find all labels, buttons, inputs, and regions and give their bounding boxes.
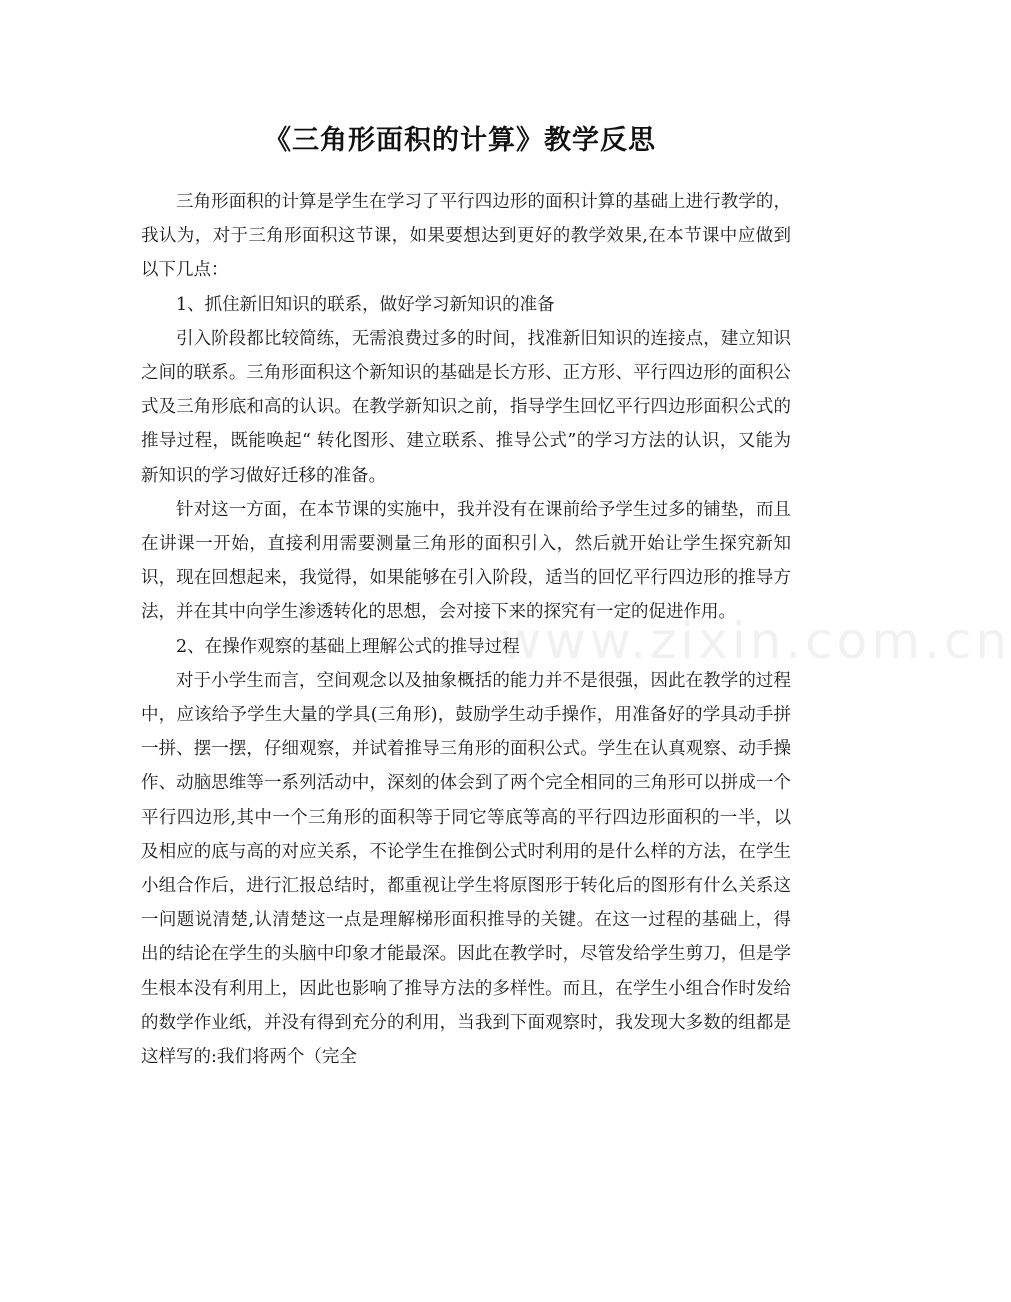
watermark: www.zixin.com.cn (500, 612, 1011, 670)
paragraph-1b: 针对这一方面，在本节课的实施中，我并没有在课前给予学生过多的铺垫，而且在讲课一开始，直接利用需要测量三角形的面积引入，然后就开始让学生探究新知识，现在回想起来，我觉得，如果能够在引入阶段，适当的回忆平行四边形的推导方法，并在其中向学生渗透转化的思想，会对接下来的探究有一定的促进作用。 (141, 499, 791, 623)
section-heading-2: 2、在操作观察的基础上理解公式的推导过程 (176, 636, 520, 657)
paragraph-1a: 引入阶段都比较简练，无需浪费过多的时间，找准新旧知识的连接点，建立知识之间的联系。三角形面积这个新知识的基础是长方形、正方形、平行四边形的面积公式及三角形底和高的认识。在教学新知识之前，指导学生回忆平行四边形面积公式的推导过程，既能唤起“ 转化图形、建立联系、推导公式”的学习方法的认识，又能为新知识的学习做好迁移的准备。 (141, 328, 791, 486)
document-title: 《三角形面积的计算》教学反思 (264, 125, 656, 156)
paragraph-intro: 三角形面积的计算是学生在学习了平行四边形的面积计算的基础上进行教学的，我认为，对于三角形面积这节课，如果要想达到更好的教学效果,在本节课中应做到以下几点： (141, 192, 791, 281)
document-body (141, 185, 791, 1074)
section-heading-1: 1、抓住新旧知识的联系，做好学习新知识的准备 (176, 294, 555, 315)
paragraph-2a: 对于小学生而言，空间观念以及抽象概括的能力并不是很强，因此在教学的过程中，应该给予学生大量的学具(三角形)，鼓励学生动手操作，用准备好的学具动手拼一拼、摆一摆，仔细观察，并试着推导三角形的面积公式。学生在认真观察、动手操作、动脑思维等一系列活动中，深刻的体会到了两个完全相同的三角形可以拼成一个平行四边形,其中一个三角形的面积等于同它等底等高的平行四边形面积的一半，以及相应的底与高的对应关系，不论学生在推倒公式时利用的是什么样的方法，在学生小组合作后，进行汇报总结时，都重视让学生将原图形于转化后的图形有什么关系这一问题说清楚,认清楚这一点是理解梯形面积推导的关键。在这一过程的基础上，得出的结论在学生的头脑中印象才能最深。因此在教学时，尽管发给学生剪刀，但是学生根本没有利用上，因此也影响了推导方法的多样性。而且，在学生小组合作时发给的数学作业纸，并没有得到充分的利用，当我到下面观察时，我发现大多数的组都是这样写的:我们将两个（完全 (141, 670, 791, 1068)
